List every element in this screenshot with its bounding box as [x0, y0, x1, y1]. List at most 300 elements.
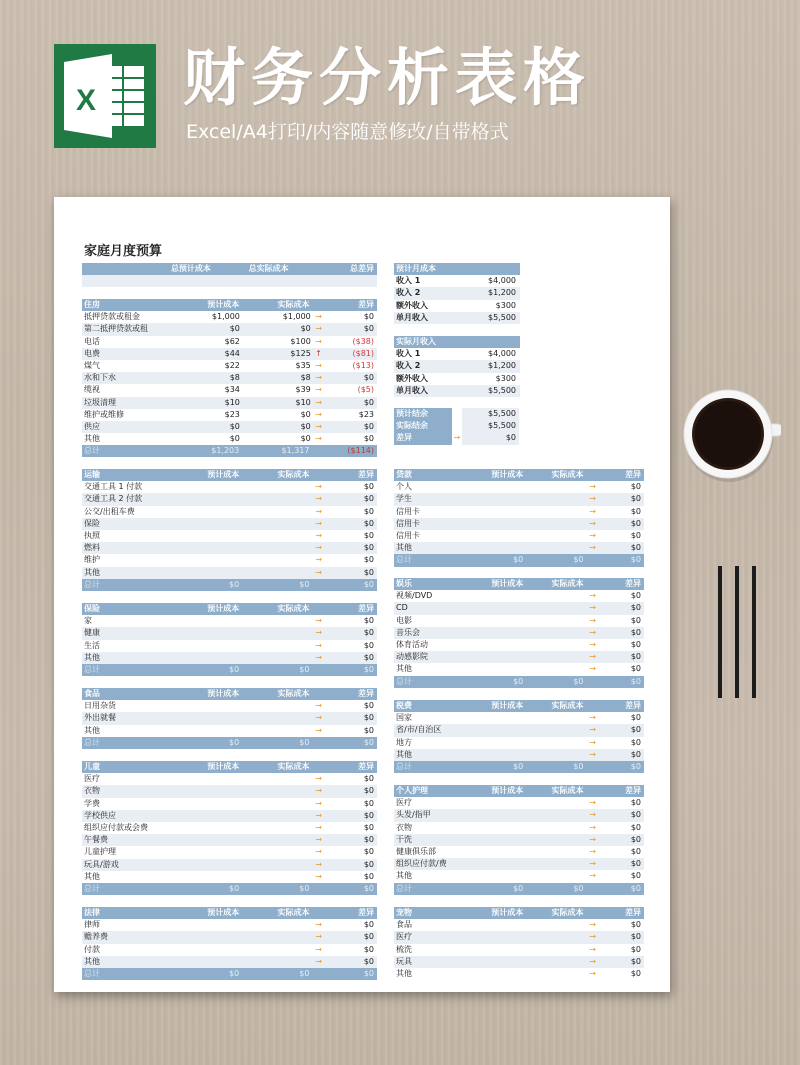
- difference: $0: [630, 956, 642, 966]
- category-title: 儿童: [84, 762, 100, 771]
- summary-block: [82, 263, 377, 287]
- actual-cost: [243, 640, 314, 652]
- difference: $0: [363, 421, 375, 431]
- category-title: 食品: [84, 689, 100, 698]
- projected-cost: [172, 627, 243, 639]
- actual-cost: [527, 797, 588, 809]
- difference: $0: [363, 847, 375, 857]
- actual-cost: $39: [295, 385, 311, 395]
- table-row[interactable]: [394, 651, 644, 663]
- table-row[interactable]: [394, 809, 644, 821]
- projected-cost: [466, 931, 527, 943]
- actual_income-row[interactable]: [394, 373, 520, 385]
- table-row[interactable]: [82, 859, 377, 871]
- actual-cost: [527, 615, 588, 627]
- projected-cost: [466, 639, 527, 651]
- item-label: 缆视: [84, 385, 100, 395]
- trend-arrow-icon: →: [589, 822, 596, 832]
- item-label: 学生: [396, 494, 412, 504]
- trend-arrow-icon: →: [315, 786, 322, 796]
- table-row[interactable]: [82, 871, 377, 883]
- block-title: 预计月成本: [396, 264, 436, 273]
- table-row[interactable]: [82, 433, 377, 445]
- table-row[interactable]: [394, 944, 644, 956]
- table-row[interactable]: [82, 919, 377, 931]
- trend-arrow-icon: →: [315, 701, 322, 711]
- difference: ($5): [357, 385, 375, 395]
- trend-arrow-icon: →: [589, 591, 596, 601]
- table-row[interactable]: [82, 846, 377, 858]
- difference: $0: [363, 312, 375, 322]
- trend-arrow-icon: →: [589, 713, 596, 723]
- trend-up-icon: ↑: [315, 348, 322, 358]
- spacer: [587, 578, 598, 590]
- trend-arrow-icon: →: [589, 932, 596, 942]
- row-label: 收入 1: [396, 349, 421, 359]
- col-diff-header: 差异: [358, 470, 375, 479]
- projected-cost: [466, 944, 527, 956]
- item-label: 燃料: [84, 543, 100, 553]
- trend-arrow-icon: →: [589, 859, 596, 869]
- item-label: 食品: [396, 920, 412, 930]
- pets-header: [394, 907, 644, 919]
- projected-cost: [466, 724, 527, 736]
- trend-arrow-icon: →: [315, 725, 322, 735]
- difference: $0: [630, 530, 642, 540]
- table-row[interactable]: [394, 968, 644, 980]
- table-row[interactable]: [82, 518, 377, 530]
- trend-arrow-icon: →: [589, 920, 596, 930]
- table-row[interactable]: [82, 615, 377, 627]
- projected-cost: $8: [229, 373, 240, 383]
- table-row[interactable]: [82, 773, 377, 785]
- item-label: 其他: [84, 434, 100, 444]
- row-value: $5,500: [462, 408, 519, 420]
- table-row[interactable]: [394, 919, 644, 931]
- trend-arrow-icon: →: [315, 956, 322, 966]
- row-label: 实际结余: [394, 420, 452, 432]
- difference: $0: [630, 518, 642, 528]
- col-projected-header: 预计成本: [207, 908, 240, 917]
- difference: $0: [363, 725, 375, 735]
- actual-cost: [527, 663, 588, 675]
- table-row[interactable]: [82, 336, 377, 348]
- col-actual-header: 实际成本: [551, 786, 584, 795]
- difference: $0: [630, 725, 642, 735]
- col-diff-header: 差异: [624, 701, 641, 710]
- total-projected: $0: [229, 737, 240, 747]
- item-label: 维护或维修: [84, 409, 124, 419]
- table-row[interactable]: [82, 798, 377, 810]
- projected-cost: $44: [224, 348, 240, 358]
- actual-cost: [243, 615, 314, 627]
- col-actual-header: 实际成本: [277, 470, 310, 479]
- col-diff-header: 差异: [358, 762, 375, 771]
- table-row[interactable]: [394, 627, 644, 639]
- legal-table: [82, 907, 377, 980]
- table-row[interactable]: [82, 421, 377, 433]
- item-label: 煤气: [84, 360, 100, 370]
- item-label: 其他: [84, 871, 100, 881]
- table-row[interactable]: [394, 737, 644, 749]
- category-title: 宠物: [396, 908, 412, 917]
- entertainment-table: [394, 578, 644, 688]
- col-diff-header: 差异: [358, 604, 375, 613]
- col-actual-header: 实际成本: [551, 701, 584, 710]
- trend-arrow-icon: →: [315, 628, 322, 638]
- actual-cost: [243, 956, 314, 968]
- table-row[interactable]: [82, 493, 377, 505]
- difference: $0: [630, 543, 642, 553]
- spacer: [312, 469, 323, 481]
- difference: $0: [363, 397, 375, 407]
- table-row[interactable]: [394, 481, 644, 493]
- trend-arrow-icon: →: [315, 385, 322, 395]
- table-row[interactable]: [82, 712, 377, 724]
- total-label: 总计: [396, 676, 412, 686]
- food-total-row: [82, 737, 377, 749]
- projected-cost: $0: [229, 324, 240, 334]
- actual-cost: [527, 956, 588, 968]
- item-label: 信用卡: [396, 506, 420, 516]
- projected-cost: [172, 530, 243, 542]
- item-label: 地方: [396, 737, 412, 747]
- projected-cost: [172, 798, 243, 810]
- spacer: [312, 299, 323, 311]
- total-actual: $0: [299, 968, 310, 978]
- actual-cost: $0: [300, 409, 311, 419]
- row-value: $5,500: [462, 420, 519, 432]
- projected-cost: [466, 809, 527, 821]
- trend-arrow-icon: →: [589, 846, 596, 856]
- total-projected: $0: [229, 579, 240, 589]
- insurance-header: [82, 603, 377, 615]
- table-row[interactable]: [394, 639, 644, 651]
- projected-cost: [466, 481, 527, 493]
- row-value: $1,200: [488, 288, 516, 298]
- banner-title: 财务分析表格: [183, 41, 592, 114]
- table-row[interactable]: [82, 725, 377, 737]
- trend-arrow-icon: →: [315, 336, 322, 346]
- trend-arrow-icon: →: [315, 421, 322, 431]
- item-label: 学费: [84, 798, 100, 808]
- item-label: 付款: [84, 944, 100, 954]
- trend-arrow-icon: [452, 408, 462, 420]
- item-label: 体育活动: [396, 639, 428, 649]
- table-row[interactable]: [394, 956, 644, 968]
- projected-cost: [172, 919, 243, 931]
- children-header: [82, 761, 377, 773]
- table-row[interactable]: [394, 663, 644, 675]
- table-row[interactable]: [82, 822, 377, 834]
- projected-cost: [466, 602, 527, 614]
- total-actual: $0: [299, 579, 310, 589]
- spacer: [312, 603, 323, 615]
- projected-cost: $0: [229, 434, 240, 444]
- table-row[interactable]: [394, 870, 644, 882]
- food-header: [82, 688, 377, 700]
- balance-row[interactable]: [394, 408, 520, 420]
- table-row[interactable]: [394, 590, 644, 602]
- table-row[interactable]: [82, 481, 377, 493]
- item-label: 头发/指甲: [396, 810, 431, 820]
- category-title: 娱乐: [396, 579, 412, 588]
- projected-cost: $1,000: [211, 312, 240, 322]
- table-row[interactable]: [82, 348, 377, 360]
- item-label: 其他: [396, 968, 412, 978]
- projected_income-header: [394, 263, 520, 275]
- total-label: 总计: [84, 737, 100, 747]
- trend-arrow-icon: →: [589, 944, 596, 954]
- projected-cost: [172, 506, 243, 518]
- projected_income-row[interactable]: [394, 287, 520, 299]
- table-row[interactable]: [82, 311, 377, 323]
- actual-cost: [243, 542, 314, 554]
- actual-cost: [527, 749, 588, 761]
- item-label: 交通工具 2 付款: [84, 494, 143, 504]
- item-label: 水和下水: [84, 373, 116, 383]
- category-title: 个人护理: [396, 786, 428, 795]
- projected_income-row[interactable]: [394, 312, 520, 324]
- summary-values-row[interactable]: [82, 275, 377, 287]
- total-actual: $0: [299, 883, 310, 893]
- transport-table: [82, 469, 377, 591]
- actual-cost: [527, 627, 588, 639]
- trend-arrow-icon: →: [589, 627, 596, 637]
- table-row[interactable]: [394, 530, 644, 542]
- spacer: [312, 688, 323, 700]
- balance-row[interactable]: [394, 420, 520, 432]
- actual-cost: [243, 810, 314, 822]
- row-value: $1,200: [488, 361, 516, 371]
- difference: $0: [630, 749, 642, 759]
- trend-arrow-icon: →: [315, 494, 322, 504]
- projected-cost: [172, 846, 243, 858]
- difference: $0: [363, 932, 375, 942]
- table-row[interactable]: [82, 810, 377, 822]
- difference: $0: [630, 506, 642, 516]
- taxes-table: [394, 700, 644, 773]
- total-difference: $0: [630, 761, 641, 771]
- total-projected: $0: [229, 883, 240, 893]
- projected-cost: [172, 822, 243, 834]
- actual-cost: $0: [300, 434, 311, 444]
- projected-cost: [172, 834, 243, 846]
- col-actual-header: 实际成本: [277, 604, 310, 613]
- table-row[interactable]: [82, 627, 377, 639]
- table-row[interactable]: [82, 409, 377, 421]
- actual-cost: $0: [300, 421, 311, 431]
- difference: $0: [363, 774, 375, 784]
- projected-income-block: [394, 263, 520, 324]
- table-row[interactable]: [394, 797, 644, 809]
- table-row[interactable]: [394, 506, 644, 518]
- table-row[interactable]: [82, 567, 377, 579]
- table-row[interactable]: [82, 554, 377, 566]
- col-projected-header: 预计成本: [207, 689, 240, 698]
- table-row[interactable]: [82, 506, 377, 518]
- projected-cost: $62: [224, 336, 240, 346]
- trend-arrow-icon: →: [589, 749, 596, 759]
- total-label: 总计: [84, 664, 100, 674]
- difference: $0: [363, 871, 375, 881]
- difference: $0: [630, 798, 642, 808]
- table-row[interactable]: [82, 944, 377, 956]
- projected-cost: [172, 871, 243, 883]
- projected-cost: [172, 640, 243, 652]
- projected-cost: $34: [224, 385, 240, 395]
- item-label: 维护: [84, 555, 100, 565]
- projected-cost: [466, 956, 527, 968]
- total-difference: $0: [630, 883, 641, 893]
- table-row[interactable]: [82, 530, 377, 542]
- table-row[interactable]: [82, 384, 377, 396]
- table-row[interactable]: [82, 785, 377, 797]
- total-actual: $0: [299, 664, 310, 674]
- total-label: 总计: [396, 555, 412, 565]
- col-projected-header: 预计成本: [207, 300, 240, 309]
- total-difference: $0: [363, 737, 375, 747]
- table-row[interactable]: [82, 931, 377, 943]
- item-label: 赡养费: [84, 932, 108, 942]
- table-row[interactable]: [82, 956, 377, 968]
- table-row[interactable]: [394, 615, 644, 627]
- trend-arrow-icon: →: [589, 615, 596, 625]
- actual-cost: [243, 518, 314, 530]
- col-diff-header: 差异: [358, 689, 375, 698]
- table-row[interactable]: [82, 542, 377, 554]
- difference: ($13): [352, 360, 375, 370]
- balance-row[interactable]: [394, 432, 520, 444]
- actual_income-header: [394, 336, 520, 348]
- table-row[interactable]: [394, 931, 644, 943]
- row-label: 差异: [394, 432, 452, 444]
- table-row[interactable]: [394, 493, 644, 505]
- actual-cost: [527, 493, 588, 505]
- actual-cost: $100: [290, 336, 311, 346]
- difference: $0: [363, 640, 375, 650]
- projected_income-row[interactable]: [394, 300, 520, 312]
- item-label: 其他: [84, 956, 100, 966]
- table-row[interactable]: [394, 749, 644, 761]
- difference: $0: [363, 652, 375, 662]
- table-row[interactable]: [82, 640, 377, 652]
- difference: $0: [363, 530, 375, 540]
- actual-cost: [527, 809, 588, 821]
- insurance-table: [82, 603, 377, 676]
- item-label: 医疗: [84, 774, 100, 784]
- item-label: 玩具: [396, 956, 412, 966]
- projected_income-row[interactable]: [394, 275, 520, 287]
- table-row[interactable]: [82, 700, 377, 712]
- item-label: 其他: [84, 567, 100, 577]
- actual-cost: [243, 567, 314, 579]
- trend-arrow-icon: →: [589, 652, 596, 662]
- table-row[interactable]: [82, 323, 377, 335]
- col-diff-header: 差异: [358, 300, 375, 309]
- difference: $0: [630, 968, 642, 978]
- table-row[interactable]: [394, 724, 644, 736]
- item-label: 医疗: [396, 932, 412, 942]
- difference: $0: [363, 324, 375, 334]
- projected-cost: [466, 822, 527, 834]
- table-row[interactable]: [394, 602, 644, 614]
- col-diff-header: 差异: [624, 786, 641, 795]
- spacer: [587, 883, 598, 895]
- projected-cost: [466, 858, 527, 870]
- table-row[interactable]: [82, 834, 377, 846]
- item-label: 电影: [396, 615, 412, 625]
- spacer: [312, 761, 323, 773]
- item-label: 动感影院: [396, 652, 428, 662]
- table-row[interactable]: [394, 712, 644, 724]
- difference: $0: [363, 506, 375, 516]
- projected-cost: [172, 944, 243, 956]
- projected-cost: [466, 663, 527, 675]
- total-difference: $0: [630, 555, 641, 565]
- row-value: $4,000: [488, 349, 516, 359]
- total-projected: $0: [513, 676, 524, 686]
- col-diff-header: 差异: [624, 908, 641, 917]
- col-actual-header: 实际成本: [277, 300, 310, 309]
- block-title: 实际月收入: [396, 337, 436, 346]
- difference: $0: [630, 737, 642, 747]
- spacer: [587, 761, 598, 773]
- item-label: 外出就餐: [84, 713, 116, 723]
- table-row[interactable]: [394, 846, 644, 858]
- projected-cost: [172, 859, 243, 871]
- actual_income-row[interactable]: [394, 360, 520, 372]
- table-row[interactable]: [394, 822, 644, 834]
- trend-arrow-icon: →: [315, 530, 322, 540]
- trend-arrow-icon: →: [315, 920, 322, 930]
- item-label: 生活: [84, 640, 100, 650]
- actual-cost: [243, 846, 314, 858]
- actual-cost: $35: [295, 360, 311, 370]
- table-row[interactable]: [82, 652, 377, 664]
- table-row[interactable]: [394, 834, 644, 846]
- difference: $0: [630, 627, 642, 637]
- item-label: 保险: [84, 518, 100, 528]
- projected-cost: [466, 530, 527, 542]
- projected-cost: [466, 846, 527, 858]
- table-row[interactable]: [394, 542, 644, 554]
- actual_income-row[interactable]: [394, 348, 520, 360]
- table-row[interactable]: [82, 360, 377, 372]
- projected-cost: [172, 931, 243, 943]
- difference: $0: [363, 701, 375, 711]
- actual_income-row[interactable]: [394, 385, 520, 397]
- total-difference: $0: [363, 579, 375, 589]
- table-row[interactable]: [82, 397, 377, 409]
- item-label: 其他: [396, 749, 412, 759]
- projected-cost: [172, 652, 243, 664]
- insurance-total-row: [82, 664, 377, 676]
- table-row[interactable]: [82, 372, 377, 384]
- row-value: $0: [462, 432, 519, 444]
- trend-arrow-icon: →: [315, 324, 322, 334]
- total-label: 总计: [84, 883, 100, 893]
- table-row[interactable]: [394, 858, 644, 870]
- item-label: 其他: [84, 725, 100, 735]
- col-projected-header: 预计成本: [491, 579, 524, 588]
- projected-cost: [172, 712, 243, 724]
- trend-arrow-icon: →: [589, 543, 596, 553]
- row-value: $4,000: [488, 276, 516, 286]
- item-label: 其他: [396, 664, 412, 674]
- actual-cost: [527, 639, 588, 651]
- table-row[interactable]: [394, 518, 644, 530]
